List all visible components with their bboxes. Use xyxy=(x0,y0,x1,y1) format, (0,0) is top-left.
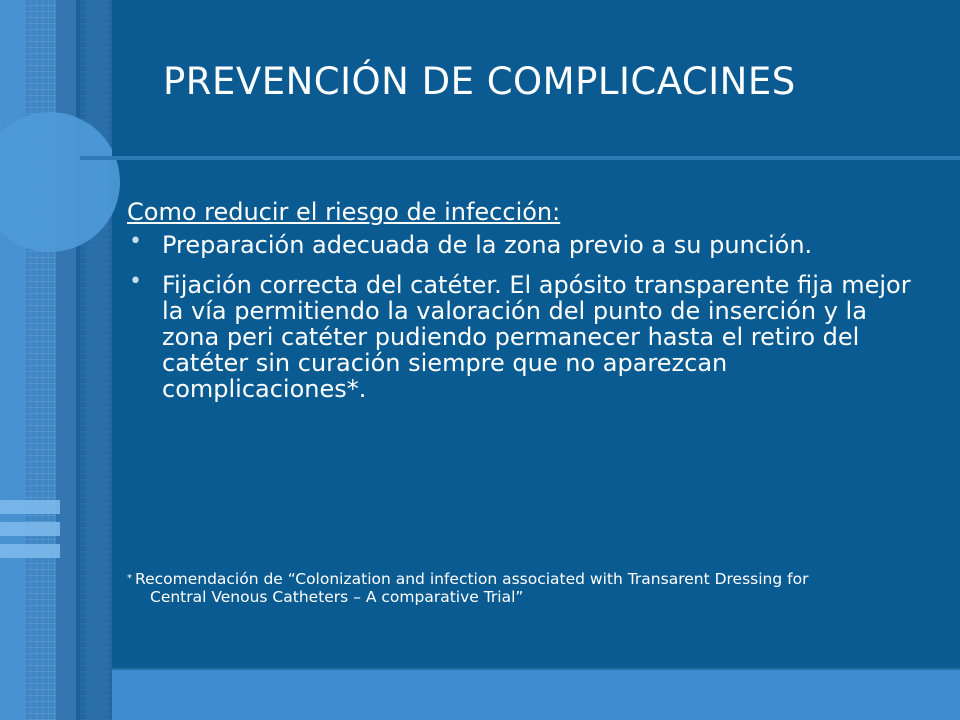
strip-shadow xyxy=(76,0,112,720)
footnote-marker: * xyxy=(127,573,132,584)
decorative-left-strip xyxy=(0,0,112,720)
strip-column xyxy=(0,0,26,720)
footnote-line-2: Central Venous Catheters – A comparative Trial” xyxy=(150,588,524,606)
bullet-list xyxy=(127,229,927,416)
section-heading: Como reducir el riesgo de infección: xyxy=(127,198,561,226)
bullet-text: Fijación correcta del catéter. El apósito transparente fija mejor la vía permitiendo la valoración del punto de inserción y la zona peri catéter pudiendo permanecer hasta el retiro del catéter sin curación siempre que no aparezcan complicaciones*. xyxy=(162,271,911,403)
decorative-bar xyxy=(0,522,60,536)
slide-title: PREVENCIÓN DE COMPLICACINES xyxy=(163,60,796,103)
bullet-icon: • xyxy=(129,229,142,254)
bullet-text: Preparación adecuada de la zona previo a su punción. xyxy=(162,231,813,259)
divider-line xyxy=(80,156,960,160)
bullet-icon: • xyxy=(129,269,142,294)
bullet-item xyxy=(127,269,927,403)
footnote-line-1: Recomendación de “Colonization and infection associated with Transarent Dressing for xyxy=(135,570,809,588)
bullet-item xyxy=(127,229,927,259)
footnote xyxy=(127,570,917,606)
decorative-bar xyxy=(0,500,60,514)
decorative-bar xyxy=(0,544,60,558)
bottom-band xyxy=(112,670,960,720)
